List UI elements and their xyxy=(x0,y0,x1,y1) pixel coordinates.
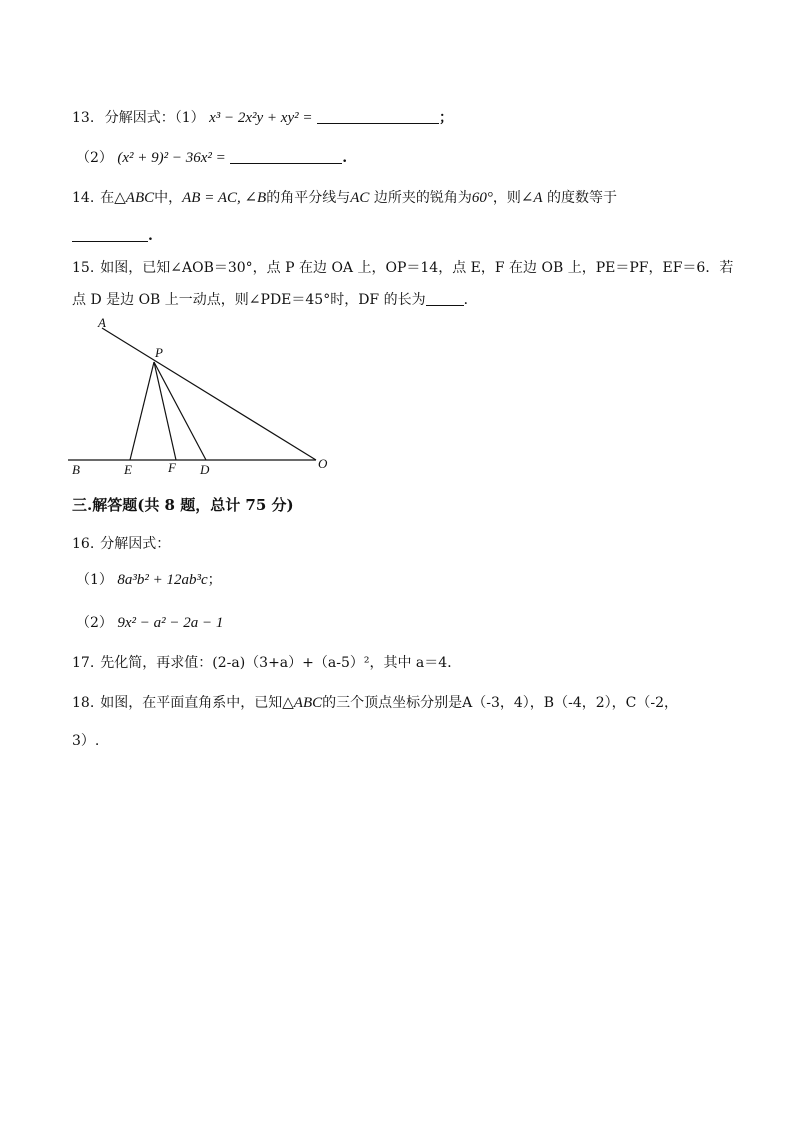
q14-condition: AB = AC, ∠B xyxy=(182,190,267,206)
segment-pe xyxy=(130,362,154,460)
q13-expr2: (x² + 9)² − 36x² = xyxy=(117,150,226,166)
q14-line2 xyxy=(72,226,153,246)
q14-text-e: ，则 xyxy=(492,190,521,206)
q15-end: ． xyxy=(463,292,478,308)
q17-number: 17. xyxy=(72,655,95,671)
q18-triangle: △ABC xyxy=(282,695,323,711)
q18-text-a: 如图，在平面直角系中，已知 xyxy=(100,695,283,711)
q16-prompt: 分解因式： xyxy=(100,536,171,552)
q13-number: 13. xyxy=(72,110,95,126)
q14-text-a: 在 xyxy=(100,190,115,206)
q14-triangle: △ABC xyxy=(114,190,155,206)
q15-line2 xyxy=(72,290,478,310)
ray-oa xyxy=(102,328,316,460)
q18-text-line2: 3）. xyxy=(72,733,100,749)
q18-line2 xyxy=(72,731,99,751)
label-p: P xyxy=(155,345,163,360)
q14-line1 xyxy=(72,188,617,208)
q14-answer-blank[interactable] xyxy=(72,227,148,242)
q16-part1-label: （1） xyxy=(76,572,113,588)
q18-number: 18. xyxy=(72,695,95,711)
q14-text-d: 边所夹的锐角为 xyxy=(369,190,472,206)
q15-answer-blank[interactable] xyxy=(426,291,464,306)
q13-prompt: 分解因式：（1） xyxy=(104,110,205,126)
q17-text: 先化简，再求值：(2-a)（3+a）+（a-5）²，其中 a＝4． xyxy=(100,655,462,671)
q14-text-b: 中， xyxy=(154,190,183,206)
q13-line1 xyxy=(72,108,453,128)
label-a: A xyxy=(98,315,106,330)
q16-number: 16. xyxy=(72,536,95,552)
q13-part2-label: （2） xyxy=(76,150,113,166)
q14-end: . xyxy=(148,228,153,244)
q16-line1 xyxy=(72,534,170,554)
q13-answer-blank2[interactable] xyxy=(230,149,342,164)
q18-line1 xyxy=(72,693,678,713)
q16-part1-expr: 8a³b² + 12ab³c xyxy=(117,572,208,588)
label-e: E xyxy=(124,462,132,477)
q13-expr1: x³ − 2x²y + xy² = xyxy=(209,110,313,126)
q14-angle-a: ∠A xyxy=(520,190,543,206)
q13-answer-blank1[interactable] xyxy=(317,109,439,124)
q16-part2-label: （2） xyxy=(76,615,113,631)
label-d: D xyxy=(200,462,210,477)
q15-text-line2: 点 D 是边 OB 上一动点，则∠PDE＝45°时，DF 的长为 xyxy=(72,292,426,308)
q14-text-f: 的度数等于 xyxy=(542,190,618,206)
section-3-title: 三.解答题(共 8 题，总计 75 分) xyxy=(72,496,294,514)
q14-angle: 60° xyxy=(471,190,493,206)
q16-part2-expr: 9x² − a² − 2a − 1 xyxy=(117,615,224,631)
q15-number: 15. xyxy=(72,260,95,276)
q16-part1-end: ； xyxy=(207,572,222,588)
label-o: O xyxy=(318,456,328,471)
q13-end1: ； xyxy=(438,110,453,126)
q14-number: 14. xyxy=(72,190,95,206)
q18-text-b: 的三个顶点坐标分别是A（-3，4），B（-4，2），C（-2， xyxy=(322,695,678,711)
segment-pf xyxy=(154,362,176,460)
q14-text-c: 的角平分线与 xyxy=(266,190,351,206)
q14-ac: AC xyxy=(350,190,370,206)
label-f: F xyxy=(168,460,176,475)
q15-text-line1: 如图，已知∠AOB＝30°，点 P 在边 OA 上，OP＝14，点 E，F 在边 OB 上，PE＝PF，EF＝6．若 xyxy=(100,260,734,276)
q17-line xyxy=(72,653,461,673)
q13-line2 xyxy=(76,148,347,168)
q15-geometry-figure xyxy=(60,312,350,480)
q16-part1 xyxy=(76,570,222,590)
q13-end2: . xyxy=(342,150,348,166)
label-b: B xyxy=(72,462,80,477)
q16-part2 xyxy=(76,613,223,633)
q15-line1 xyxy=(72,258,733,278)
